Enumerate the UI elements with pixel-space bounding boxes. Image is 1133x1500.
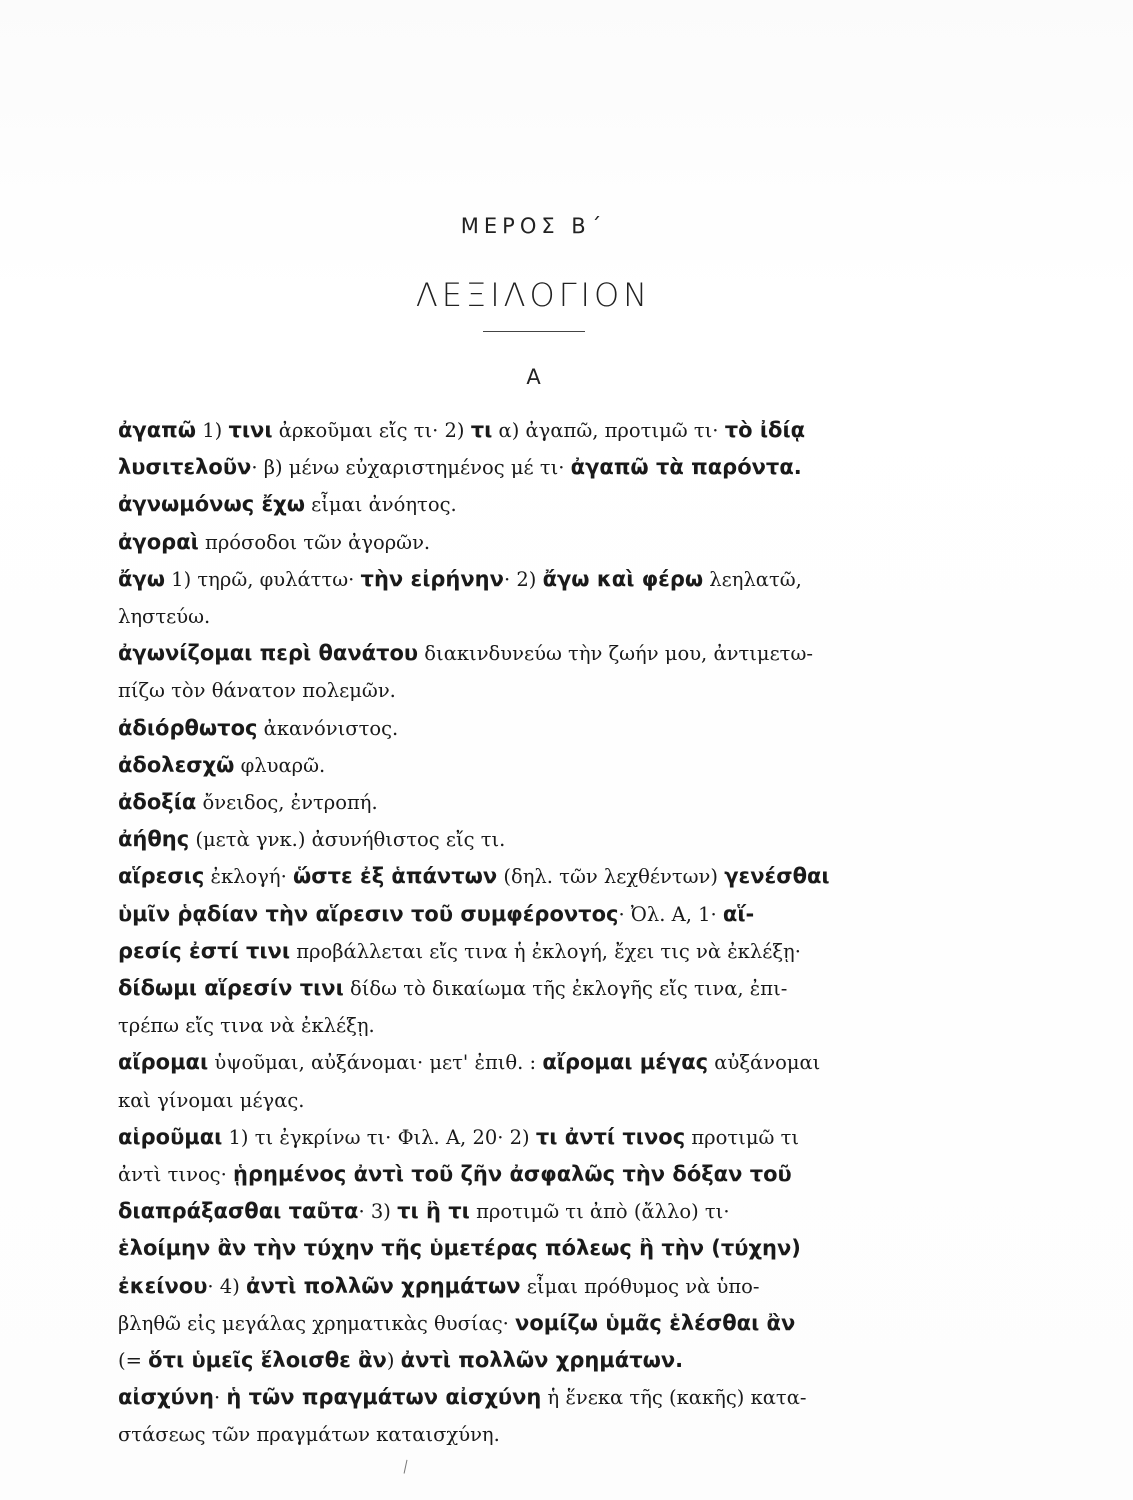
dictionary-entry xyxy=(118,747,970,784)
headword-text: ἀγωνίζομαι περὶ θανάτου xyxy=(118,641,419,666)
definition-text: προβάλλεται εἴς τινα ἡ ἐκλογή, ἔχει τις νὰ ἐκλέξῃ· xyxy=(290,939,801,963)
entry-line xyxy=(118,672,970,709)
definition-text: προτιμῶ τι ἀπὸ (ἄλλο) τι· xyxy=(469,1200,730,1224)
headword-text: τι ἀντί τινος xyxy=(535,1124,686,1149)
definition-text: στάσεως τῶν πραγμάτων καταισχύνη. xyxy=(118,1423,500,1447)
entry-line xyxy=(118,821,970,858)
definition-text: · β) μένω εὐχαριστημένος μέ τι· xyxy=(251,456,571,480)
headword-text: αἵ- xyxy=(722,901,755,926)
definition-text: διακινδυνεύω τὴν ζωήν μου, ἀντιμετω- xyxy=(418,642,813,666)
definition-text: ἡ ἕνεκα τῆς (κακῆς) κατα- xyxy=(541,1386,807,1410)
entry-line xyxy=(118,1119,970,1156)
definition-text: ἐκλογή· xyxy=(204,865,294,889)
definition-text: ὄνειδος, ἐντροπή. xyxy=(196,791,378,815)
definition-text: ὑψοῦμαι, αὐξάνομαι· μετ' ἐπιθ. : xyxy=(208,1051,543,1075)
definition-text: · xyxy=(213,1386,227,1410)
definition-text: (= xyxy=(118,1349,149,1373)
entry-line xyxy=(118,1268,970,1305)
definition-text: 1) τι ἐγκρίνω τι· Φιλ. Α, 20· 2) xyxy=(222,1125,536,1149)
headword-text: ἄγω xyxy=(118,566,165,591)
definition-text: πρόσοδοι τῶν ἀγορῶν. xyxy=(198,530,431,554)
headword-text: αἵρεσις xyxy=(118,864,205,889)
entry-line xyxy=(118,896,970,933)
headword-text: ἀδολεσχῶ xyxy=(118,752,235,777)
definition-text: · 3) xyxy=(358,1200,398,1224)
entry-line xyxy=(118,449,970,486)
definition-text: 1) τηρῶ, φυλάττω· xyxy=(164,567,361,591)
headword-text: τι xyxy=(470,418,493,442)
definition-text: (μετὰ γνκ.) ἀσυνήθιστος εἴς τι. xyxy=(189,828,506,852)
entry-line xyxy=(118,933,970,970)
entry-line xyxy=(118,1007,970,1044)
definition-text: ἀκανόνιστος. xyxy=(257,716,399,740)
title-divider xyxy=(483,331,585,332)
headword-text: τινι xyxy=(228,418,273,442)
headword-text: ἑλοίμην ἂν τὴν τύχην τῆς ὑμετέρας πόλεως ἢ τὴν (τύχην) xyxy=(118,1236,801,1261)
dictionary-entry xyxy=(118,412,970,486)
definition-text: προτιμῶ τι xyxy=(685,1125,800,1149)
definition-text: ληστεύω. xyxy=(118,605,211,629)
definition-text: αὐξάνομαι xyxy=(708,1051,821,1075)
definition-text: (δηλ. τῶν λεχθέντων) xyxy=(497,865,725,889)
headword-text: γενέσθαι xyxy=(724,864,830,889)
definition-text: ἀρκοῦμαι εἴς τι· 2) xyxy=(272,419,471,442)
headword-text: ἄγω καὶ φέρω xyxy=(542,566,704,591)
entry-line xyxy=(118,710,970,747)
headword-text: ρεσίς ἐστί τινι xyxy=(118,938,291,963)
headword-text: δίδωμι αἵρεσίν τινι xyxy=(118,976,344,1001)
dictionary-entry xyxy=(118,486,970,523)
dictionary-entry xyxy=(118,710,970,747)
definition-text: εἶμαι πρόθυμος νὰ ὑπο- xyxy=(520,1274,760,1298)
entry-line xyxy=(118,1082,970,1119)
headword-text: ἀδοξία xyxy=(118,790,197,815)
definition-text: · Ὀλ. Α, 1· xyxy=(618,902,723,926)
dictionary-entry xyxy=(118,524,970,561)
dictionary-entry xyxy=(118,1044,970,1118)
headword-text: ἀδιόρθωτος xyxy=(118,715,258,740)
headword-text: αἴρομαι μέγας xyxy=(542,1050,709,1075)
dictionary-entry xyxy=(118,858,970,1044)
headword-text: ὅτι ὑμεῖς ἕλοισθε ἂν xyxy=(148,1348,387,1373)
dictionary-entry xyxy=(118,784,970,821)
headword-text: αἴρομαι xyxy=(118,1050,209,1075)
dictionary-entry xyxy=(118,1379,970,1453)
definition-text: ) xyxy=(386,1349,401,1373)
headword-text: ἀήθης xyxy=(118,827,190,852)
headword-text: ἀγαπῶ τὰ παρόντα. xyxy=(570,455,802,480)
definition-text: · 4) xyxy=(207,1274,247,1298)
entry-line xyxy=(118,524,970,561)
headword-text: ἀγοραὶ xyxy=(118,529,199,554)
letter-heading: Α xyxy=(526,365,541,389)
entry-line xyxy=(118,561,970,598)
headword-text: ἀγνωμόνως ἔχω xyxy=(118,492,305,517)
headword-text: διαπράξασθαι ταῦτα xyxy=(118,1199,359,1224)
headword-text: αἱροῦμαι xyxy=(118,1124,223,1149)
entry-line xyxy=(118,1230,970,1267)
dictionary-entry xyxy=(118,1119,970,1379)
headword-text: ἀντὶ πολλῶν χρημάτων. xyxy=(400,1348,684,1373)
entry-line xyxy=(118,486,970,523)
entry-line xyxy=(118,747,970,784)
dictionary-entry xyxy=(118,821,970,858)
headword-text: τι ἢ τι xyxy=(397,1199,470,1224)
dictionary-entry xyxy=(118,561,970,635)
definition-text: καὶ γίνομαι μέγας. xyxy=(118,1088,305,1112)
definition-text: τρέπω εἴς τινα νὰ ἐκλέξῃ. xyxy=(118,1014,375,1038)
page-speck xyxy=(404,1460,411,1475)
headword-text: ἀγαπῶ xyxy=(118,418,197,442)
headword-text: τὴν εἰρήνην xyxy=(360,566,504,591)
entry-line xyxy=(118,1342,970,1379)
dictionary-entries xyxy=(118,412,970,1454)
headword-text: ὥστε ἐξ ἁπάντων xyxy=(293,864,498,889)
headword-text: ἀντὶ πολλῶν χρημάτων xyxy=(246,1273,521,1298)
headword-text: ἐκείνου xyxy=(118,1273,208,1298)
definition-text: εἶμαι ἀνόητος. xyxy=(304,493,457,517)
definition-text: πίζω τὸν θάνατον πολεμῶν. xyxy=(118,679,396,703)
entry-line xyxy=(118,858,970,895)
part-title: ΜΕΡΟΣ Β΄ xyxy=(460,214,607,238)
dictionary-entry xyxy=(118,635,970,709)
definition-text: λεηλατῶ, xyxy=(703,567,802,591)
entry-line xyxy=(118,1416,970,1453)
definition-text: βληθῶ εἰς μεγάλας χρηματικὰς θυσίας· xyxy=(118,1311,516,1335)
entry-line xyxy=(118,1379,970,1416)
definition-text: α) ἀγαπῶ, προτιμῶ τι· xyxy=(492,419,725,442)
definition-text: δίδω τὸ δικαίωμα τῆς ἐκλογῆς εἴς τινα, ἐπι- xyxy=(343,977,788,1001)
headword-text: ἡ τῶν πραγμάτων αἰσχύνη xyxy=(226,1385,542,1410)
entry-line xyxy=(118,1193,970,1230)
definition-text: 1) xyxy=(196,419,229,442)
entry-line xyxy=(118,1305,970,1342)
entry-line xyxy=(118,970,970,1007)
definition-text: ἀντὶ τινος· xyxy=(118,1163,234,1187)
entry-line xyxy=(118,635,970,672)
headword-text: ὑμῖν ῥᾳδίαν τὴν αἵρεσιν τοῦ συμφέροντος xyxy=(118,901,619,926)
entry-line xyxy=(118,412,970,449)
entry-line xyxy=(118,598,970,635)
headword-text: νομίζω ὑμᾶς ἑλέσθαι ἂν xyxy=(515,1310,796,1335)
definition-text: · 2) xyxy=(503,567,543,591)
definition-text: φλυαρῶ. xyxy=(234,753,326,777)
entry-line xyxy=(118,1044,970,1081)
headword-text: τὸ ἰδίᾳ xyxy=(724,418,806,442)
headword-text: αἰσχύνη xyxy=(118,1385,214,1410)
headword-text: λυσιτελοῦν xyxy=(118,455,252,480)
entry-line xyxy=(118,784,970,821)
headword-text: ᾑρημένος ἀντὶ τοῦ ζῆν ἀσφαλῶς τὴν δόξαν τοῦ xyxy=(233,1162,792,1187)
entry-line xyxy=(118,1156,970,1193)
lexicon-title: ΛΕΞΙΛΟΓΙΟΝ xyxy=(415,276,652,314)
